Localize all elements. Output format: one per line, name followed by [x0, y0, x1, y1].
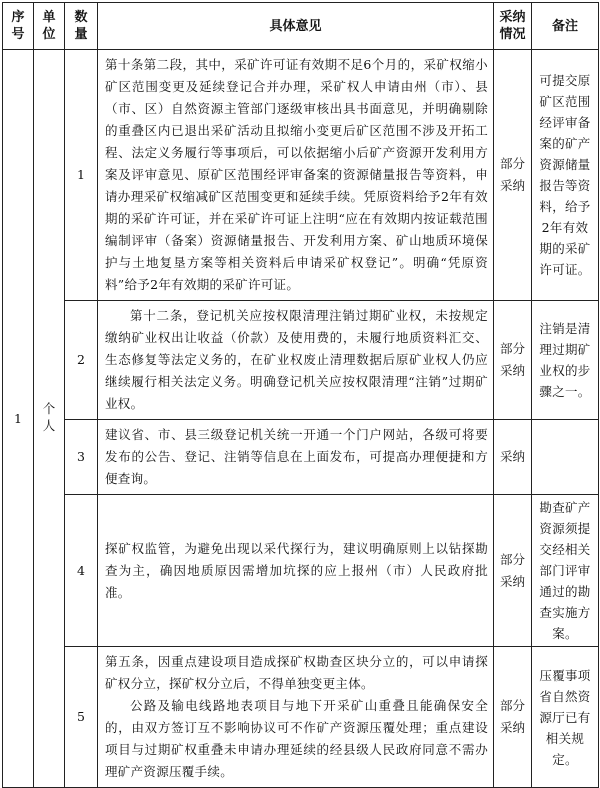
- row-opinion: 第十条第二段，其中，采矿许可证有效期不足6个月的，采矿权缩小矿区范围变更及延续登记合并办理，采矿权人申请由州（市）、县（市、区）自然资源主管部门逐级审核出具书面意见，并明确剔除的重叠区内已退出采矿活动且拟缩小变更后矿区范围不涉及开拓工程、法定义务履行等事项后，可以依据缩小后矿产资源开发利用方案及评审意见、原矿区范围经评审备案的资源储量报告等资料，申请办理采矿权缩减矿区范围变更和延续手续。凭原资料给予2年有效期的采矿许可证，并在采矿许可证上注明“应在有效期内按证载范围编制评审（备案）资源储量报告、开发利用方案、矿山地质环境保护与土地复垦方案等相关资料后申请采矿权登记”。明确“凭原资料”给予2年有效期的采矿许可证。: [98, 50, 494, 301]
- row-adopt: 部分采纳: [494, 301, 532, 420]
- row-remark: 勘查矿产资源须提交经相关部门评审通过的勘查实施方案。: [532, 495, 599, 647]
- row-opinion: 探矿权监管，为避免出现以采代探行为，建议明确原则上以钻探勘查为主，确因地质原因需增加坑探的应上报州（市）人民政府批准。: [98, 495, 494, 647]
- table-row: [3, 50, 599, 301]
- header-seq: 序号: [3, 3, 34, 50]
- row-number: 4: [65, 495, 98, 647]
- row-remark: [532, 420, 599, 495]
- row-opinion: 第十二条，登记机关应按权限清理注销过期矿业权，未按规定缴纳矿业权出让收益（价款）及使用费的，未履行地质资料汇交、生态修复等法定义务的，在矿业权废止清理数据后原矿业权人仍应继续履行相关法定义务。明确登记机关应按权限清理“注销”过期矿业权。: [98, 301, 494, 420]
- table-row: [3, 301, 599, 420]
- header-qty: 数量: [65, 3, 98, 50]
- group-seq: 1: [3, 50, 34, 788]
- row-adopt: 部分采纳: [494, 495, 532, 647]
- row-number: 1: [65, 50, 98, 301]
- row-remark: 可提交原矿区范围经评审备案的矿产资源储量报告等资料，给予2年有效期的采矿许可证。: [532, 50, 599, 301]
- row-adopt: 采纳: [494, 420, 532, 495]
- row-opinion: 建议省、市、县三级登记机关统一开通一个门户网站，各级可将要发布的公告、登记、注销等信息在上面发布，可提高办理便捷和方便查询。: [98, 420, 494, 495]
- row-remark: 注销是清理过期矿业权的步骤之一。: [532, 301, 599, 420]
- header-adopt: 采纳情况: [494, 3, 532, 50]
- row-adopt: 部分采纳: [494, 50, 532, 301]
- row-opinion: 第五条，因重点建设项目造成探矿权勘查区块分立的，可以申请探矿权分立，探矿权分立后，不得单独变更主体。 公路及输电线路地表项目与地下开采矿山重叠且能确保安全的，由双方签订互不影响协议可不作矿产资源压覆处理；重点建设项目与过期矿权重叠未申请办理延续的经县级人民政府同意不需办理矿产资源压覆手续。: [98, 647, 494, 788]
- row-number: 2: [65, 301, 98, 420]
- header-row: [3, 3, 599, 50]
- table-row: [3, 420, 599, 495]
- row-number: 5: [65, 647, 98, 788]
- table-row: [3, 647, 599, 788]
- row-remark: 压覆事项省自然资源厅已有相关规定。: [532, 647, 599, 788]
- table-row: [3, 495, 599, 647]
- header-opinion: 具体意见: [98, 3, 494, 50]
- feedback-table: [2, 2, 599, 788]
- group-unit: 个人: [34, 50, 65, 788]
- row-number: 3: [65, 420, 98, 495]
- header-remark: 备注: [532, 3, 599, 50]
- row-adopt: 部分采纳: [494, 647, 532, 788]
- header-unit: 单位: [34, 3, 65, 50]
